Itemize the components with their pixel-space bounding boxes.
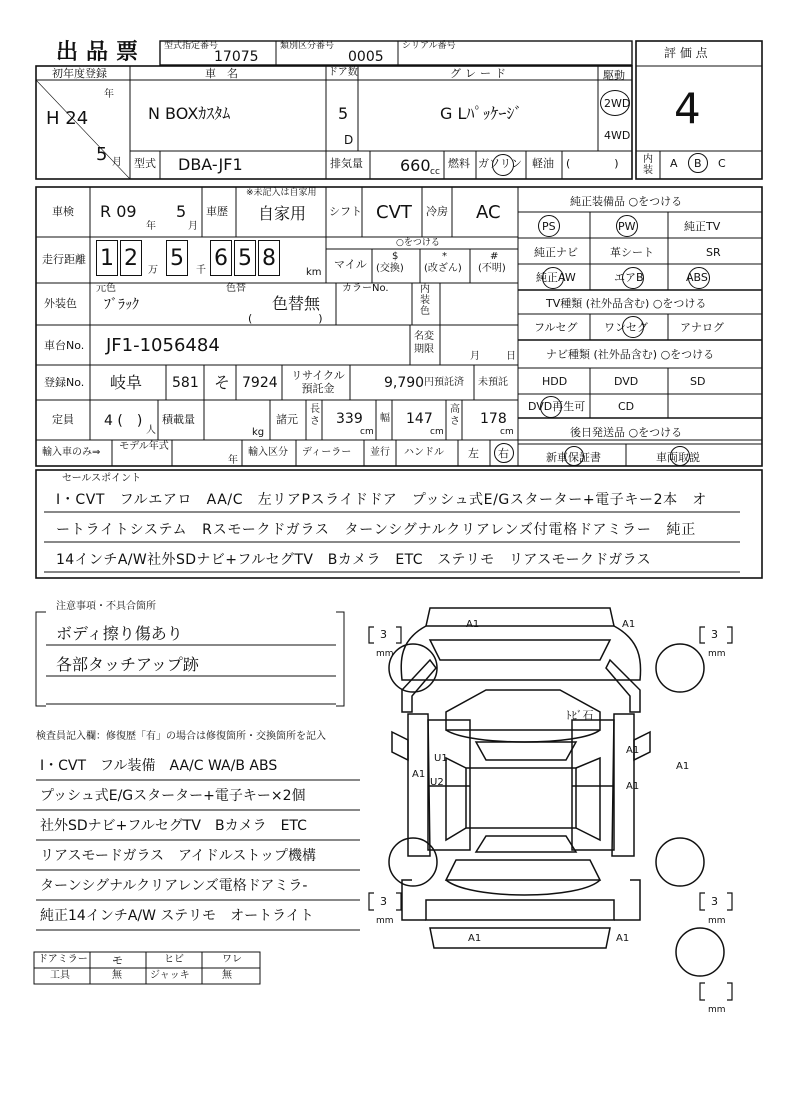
small-table-cell: ドアミラー — [38, 954, 88, 965]
damage-a1: A1 — [412, 769, 426, 780]
tire-unit: mm — [376, 916, 394, 926]
later-circle — [670, 446, 690, 466]
hei-value: 178 — [480, 411, 507, 427]
handle-left: 左 — [468, 447, 479, 460]
model-code-label: 型式指定番号 — [164, 41, 219, 51]
meigi-month: 月 — [470, 351, 480, 362]
history-note: ※未記入は自家用 — [246, 188, 317, 198]
tv-item: ワンセグ — [604, 321, 648, 334]
equip-circle — [616, 215, 638, 237]
drive-4wd: 4WD — [604, 129, 631, 142]
color-label: 外装色 — [44, 297, 77, 310]
color-no-label: カラーNo. — [342, 283, 389, 294]
fuel-gas: ガソリン — [478, 157, 522, 170]
hei-label: 高さ — [450, 404, 460, 427]
navi-item: DVD — [614, 375, 639, 388]
tire-depth: 3 — [711, 628, 718, 641]
shift-value: CVT — [376, 202, 412, 223]
navi-circle — [540, 396, 562, 418]
reg-class: 581 — [172, 375, 199, 391]
shaken-label: 車検 — [52, 205, 74, 218]
small-table-cell: ジャッキ — [150, 970, 190, 981]
tire-unit: mm — [708, 649, 726, 659]
recycle-unpaid: 未預託 — [478, 377, 508, 388]
first-reg-era: H 24 — [46, 108, 89, 129]
capacity-unit: 人 — [146, 425, 156, 436]
history-value: 自家用 — [258, 204, 307, 223]
odo-digit: 1 — [100, 246, 114, 271]
tv-item: アナログ — [680, 321, 724, 334]
sales-line: ートライトシステム Rスモークドガラス ターンシグナルクリアレンズ付電格ドアミラー 純正 — [56, 522, 697, 538]
equip-circle — [688, 267, 710, 289]
inspector-line: 純正14インチA/W ステリモ オートライト — [40, 908, 314, 924]
damage-a1: A1 — [626, 781, 640, 792]
disp-label: 排気量 — [330, 157, 363, 170]
color-change-label: 色替 — [226, 283, 246, 294]
odo-digit: 8 — [262, 246, 276, 271]
tire-depth: 3 — [380, 895, 387, 908]
tv-title: TV種類 (社外品含む) ○をつける — [546, 297, 707, 310]
orig-color: ﾌﾞﾗｯｸ — [104, 297, 139, 313]
score-label: 評 価 点 — [664, 46, 708, 60]
history-label: 車歴 — [206, 205, 228, 218]
inspector-label: 検査員記入欄：修復歴「有」の場合は修復箇所・交換箇所を記入 — [36, 731, 326, 742]
tire-unit: mm — [708, 1005, 726, 1015]
color-change: 色替無 — [272, 294, 321, 313]
reg-kana: そ — [214, 373, 231, 392]
navi-item: CD — [618, 400, 635, 413]
dims-label: 諸元 — [276, 413, 298, 426]
capacity-label: 定員 — [52, 413, 74, 426]
mile: マイル — [334, 258, 367, 271]
exch-sym: $ — [392, 251, 399, 262]
navi-title: ナビ種類 (社外品含む) ○をつける — [546, 348, 715, 361]
month-unit: 月 — [112, 157, 122, 168]
sales-line: 14インチA/W社外SDナビ+フルセグTV Bカメラ ETC ステリモ リアスモークドガラス — [56, 552, 652, 568]
equip-item: SR — [706, 246, 721, 259]
type-label: 型式 — [134, 157, 156, 170]
reg-label: 登録No. — [44, 376, 85, 389]
recycle-amount: 9,790 — [384, 375, 425, 391]
navi-item: HDD — [542, 375, 568, 388]
damage-a1: A1 — [466, 619, 480, 630]
small-table-cell: モ — [112, 954, 123, 967]
odo-unit: km — [306, 267, 322, 278]
fuel-diesel: 軽油 — [532, 157, 554, 170]
doors-value: 5 — [338, 104, 349, 123]
shaken-month-unit: 月 — [188, 221, 198, 232]
len-label: 長さ — [310, 404, 320, 427]
odo-digit: 6 — [214, 246, 228, 271]
grade-value: G Lﾊﾟｯｹｰｼﾞ — [440, 104, 523, 123]
odo-label: 走行距離 — [42, 253, 86, 266]
parallel: 並行 — [370, 447, 390, 458]
small-table-cell: 工具 — [50, 970, 70, 981]
exch: (交換) — [376, 263, 404, 274]
serial-label: シリアル番号 — [402, 41, 456, 51]
damage-a1: A1 — [676, 761, 690, 772]
interior-label: 内装 — [643, 154, 653, 176]
score-value: 4 — [674, 84, 701, 133]
tire-unit: mm — [708, 916, 726, 926]
sales-label: セールスポイント — [62, 473, 142, 484]
model-code: 17075 — [214, 49, 259, 65]
odo-circle-label: ○をつける — [396, 238, 440, 248]
grade-label: グレード — [450, 67, 510, 80]
interior-b: B — [694, 157, 702, 170]
equip-circle — [542, 267, 564, 289]
small-table-cell: 無 — [112, 970, 122, 981]
alter: (改ざん) — [424, 263, 462, 274]
import-cls-label: 輸入区分 — [248, 447, 288, 458]
damage-a1: A1 — [622, 619, 636, 630]
inspector-line: リアスモードガラス アイドルストップ機構 — [40, 848, 316, 864]
len-unit: cm — [360, 427, 374, 437]
equip-item: PW — [618, 220, 636, 233]
interior-c: C — [718, 157, 726, 170]
damage-chip: ﾄﾋﾞ石 — [566, 709, 594, 722]
small-table-cell: 無 — [222, 970, 232, 981]
equip-circle — [622, 267, 644, 289]
tire-depth: 3 — [380, 628, 387, 641]
shaken-year-unit: 年 — [146, 221, 156, 232]
year-unit: 年 — [104, 89, 114, 100]
wid-value: 147 — [406, 411, 433, 427]
len-value: 339 — [336, 411, 363, 427]
handle-right: 右 — [498, 447, 509, 460]
handle-label: ハンドル — [404, 447, 444, 458]
damage-a1: A1 — [626, 745, 640, 756]
notes-line: ボディ擦り傷あり — [56, 624, 183, 643]
equip-item: エアB — [614, 271, 644, 284]
ac-value: AC — [476, 202, 501, 223]
shift-label: シフト — [329, 205, 362, 218]
fuel-label: 燃料 — [448, 157, 470, 170]
small-table-cell: ヒビ — [164, 954, 184, 965]
navi-item: DVD再生可 — [528, 400, 586, 413]
odo-digit: 5 — [238, 246, 252, 271]
inspector-line: 社外SDナビ+フルセグTV Bカメラ ETC — [40, 818, 307, 834]
type-value: DBA-JF1 — [178, 155, 243, 174]
odo-digit: 5 — [170, 246, 184, 271]
sales-line: I・CVT フルエアロ AA/C 左リアPスライドドア プッシュ式E/Gスターター+電子キー2本 オ — [56, 492, 707, 508]
inspector-line: プッシュ式E/Gスターター+電子キー×2個 — [40, 788, 306, 804]
equip-title: 純正装備品 ○をつける — [570, 195, 683, 208]
meigi-day: 日 — [506, 351, 516, 362]
recycle-unit: 円預託済 — [424, 377, 464, 388]
ac-label: 冷房 — [426, 205, 448, 218]
interior-b-circle — [688, 153, 708, 173]
later-item: 車両取説 — [656, 451, 700, 464]
dealer: ディーラー — [302, 447, 352, 458]
alter-sym: * — [442, 251, 447, 262]
car-name-label: 車 名 — [205, 67, 238, 80]
doors-label: ドア数 — [328, 67, 358, 78]
odo-man: 万 — [148, 265, 158, 276]
equip-item: 革シート — [610, 246, 654, 259]
drive-2wd-circle — [600, 90, 630, 116]
interior-a: A — [670, 157, 678, 170]
recycle-label: リサイクル預託金 — [291, 369, 345, 395]
load-label: 積載量 — [162, 413, 195, 426]
chassis-value: JF1-1056484 — [106, 335, 220, 356]
equip-circle — [538, 215, 560, 237]
load-unit: kg — [252, 427, 265, 438]
import-label: 輸入車のみ⇒ — [42, 447, 101, 458]
equip-item: PS — [542, 220, 556, 233]
wid-label: 幅 — [380, 413, 390, 424]
capacity-value: 4 ( ) — [104, 413, 143, 429]
damage-a1: A1 — [616, 933, 630, 944]
tv-item: フルセグ — [534, 321, 578, 334]
tire-unit: mm — [376, 649, 394, 659]
orig-color-label: 元色 — [96, 283, 116, 294]
int-color-label: 内装色 — [420, 284, 430, 317]
notes-line: 各部タッチアップ跡 — [56, 655, 199, 674]
drive-2wd: 2WD — [604, 97, 631, 110]
model-year-label: モデル年式 — [119, 441, 169, 452]
equip-item: ABS — [686, 271, 708, 284]
tire-depth: 3 — [711, 895, 718, 908]
tv-circle — [622, 316, 644, 338]
chassis-label: 車台No. — [44, 339, 85, 352]
door-type: D — [344, 133, 354, 147]
odo-digit: 2 — [124, 246, 138, 271]
color-paren: ( ) — [248, 312, 323, 325]
odo-sen: 千 — [196, 265, 206, 276]
equip-item: 純正ナビ — [534, 246, 578, 259]
damage-u1: U1 — [434, 753, 448, 764]
wid-unit: cm — [430, 427, 444, 437]
damage-a1: A1 — [468, 933, 482, 944]
equip-item: 純正AW — [536, 271, 576, 284]
equip-item: 純正TV — [684, 220, 721, 233]
form-title: 出品票 — [56, 40, 147, 65]
inspector-line: ターンシグナルクリアレンズ電格ドアミラ- — [40, 878, 308, 894]
later-circle — [564, 446, 584, 466]
car-name: N BOXｶｽﾀﾑ — [148, 104, 231, 123]
damage-u2: U2 — [430, 777, 444, 788]
first-reg-label: 初年度登録 — [52, 67, 107, 80]
reg-pref: 岐阜 — [110, 373, 143, 392]
shaken-month: 5 — [176, 202, 187, 221]
first-reg-month: 5 — [96, 144, 108, 165]
later-title: 後日発送品 ○をつける — [570, 426, 683, 439]
class-code-label: 類別区分番号 — [280, 41, 335, 51]
unknown-sym: # — [490, 251, 499, 262]
notes-label: 注意事項・不具合箇所 — [56, 601, 156, 612]
drive-label: 駆動 — [603, 69, 625, 82]
fuel-other: ( ) — [566, 157, 619, 170]
model-year-unit: 年 — [228, 455, 238, 466]
fuel-gas-circle — [492, 154, 514, 176]
shaken-value: R 09 — [100, 202, 137, 221]
meigi-label: 名変期限 — [414, 331, 434, 355]
class-code: 0005 — [348, 49, 384, 65]
later-item: 新車保証書 — [546, 451, 601, 464]
hei-unit: cm — [500, 427, 514, 437]
navi-item: SD — [690, 375, 706, 388]
small-table-cell: ワレ — [222, 954, 242, 965]
inspector-line: I・CVT フル装備 AA/C WA/B ABS — [40, 758, 278, 774]
disp-unit: cc — [430, 167, 440, 177]
reg-number: 7924 — [242, 375, 278, 391]
unknown: (不明) — [478, 263, 506, 274]
handle-right-circle — [494, 443, 514, 463]
disp-value: 660 — [400, 156, 431, 175]
